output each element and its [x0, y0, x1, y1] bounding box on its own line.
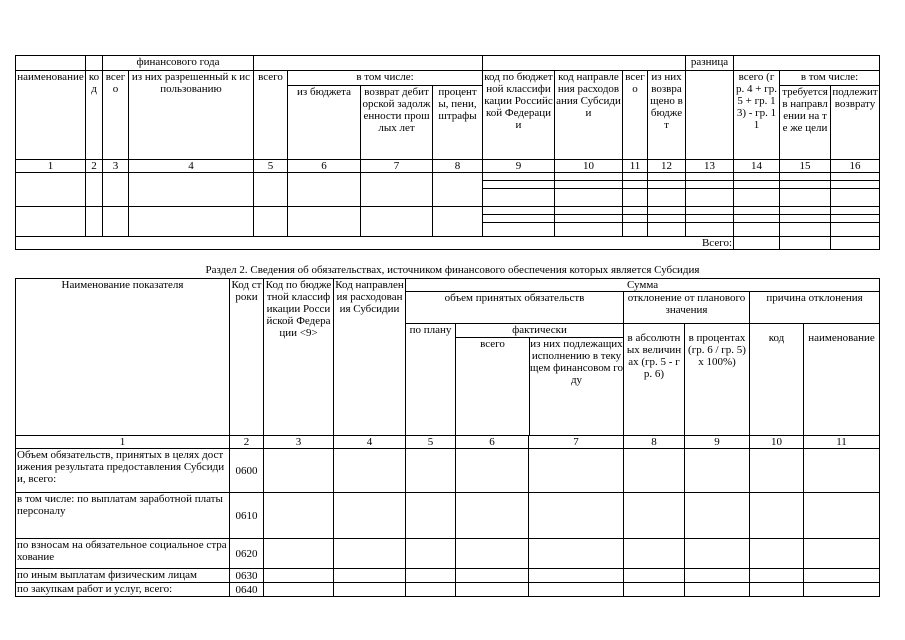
row-code: 0600 — [230, 449, 264, 493]
table-cell[interactable] — [624, 449, 685, 493]
table-cell[interactable] — [804, 539, 880, 569]
col-header-total-3: всего — [623, 71, 648, 160]
table-cell[interactable] — [686, 215, 734, 223]
table-cell[interactable] — [804, 583, 880, 597]
table-cell[interactable] — [264, 493, 334, 539]
table-cell[interactable] — [456, 539, 529, 569]
table-cell[interactable] — [288, 173, 361, 207]
table-cell[interactable] — [804, 493, 880, 539]
table-cell[interactable] — [456, 569, 529, 583]
col-number: 12 — [648, 160, 686, 173]
table-cell[interactable] — [86, 207, 103, 237]
table-cell[interactable] — [334, 583, 406, 597]
table-cell[interactable] — [750, 493, 804, 539]
row-code: 0630 — [230, 569, 264, 583]
col-number: 3 — [103, 160, 129, 173]
table-row — [16, 583, 880, 597]
col-header-total-2: всего — [254, 71, 288, 160]
col-number: 15 — [780, 160, 831, 173]
table-cell[interactable] — [406, 539, 456, 569]
table-cell[interactable] — [406, 449, 456, 493]
table-cell[interactable] — [129, 207, 254, 237]
row-name: по закупкам работ и услуг, всего: — [16, 583, 230, 597]
col-number: 6 — [456, 436, 529, 449]
table-cell[interactable] — [529, 569, 624, 583]
col-header-to-return: подлежит возврату — [831, 86, 880, 160]
table-cell[interactable] — [734, 181, 780, 189]
financial-year-label: финансового года — [103, 56, 254, 71]
table-cell[interactable] — [831, 223, 880, 237]
table-cell[interactable] — [555, 207, 623, 215]
table-cell[interactable] — [406, 583, 456, 597]
col-header-budget-code: код по бюджетной классификации Российской Федерации — [483, 71, 555, 160]
table-cell[interactable] — [623, 181, 648, 189]
table-cell[interactable] — [264, 539, 334, 569]
table-cell[interactable] — [750, 569, 804, 583]
table-cell[interactable] — [623, 207, 648, 215]
table-section-2 — [15, 278, 880, 597]
col-number: 1 — [16, 436, 230, 449]
total-label: Всего: — [16, 237, 734, 250]
table-cell[interactable] — [686, 207, 734, 215]
table-row — [16, 569, 880, 583]
table-cell[interactable] — [780, 189, 831, 207]
col-header-reason: причина отклонения — [750, 292, 880, 324]
table-cell[interactable] — [686, 223, 734, 237]
col-header-penalties: проценты, пени, штрафы — [433, 86, 483, 160]
row-code: 0640 — [230, 583, 264, 597]
col-number: 4 — [129, 160, 254, 173]
table-cell[interactable] — [483, 181, 555, 189]
table-cell[interactable] — [780, 223, 831, 237]
col-number: 7 — [361, 160, 433, 173]
table-cell[interactable] — [623, 173, 648, 181]
table-cell[interactable] — [685, 493, 750, 539]
col-header-indicator: Наименование показателя — [16, 279, 230, 436]
col-header-code: код — [86, 71, 103, 160]
table-cell[interactable] — [734, 173, 780, 181]
col-number: 6 — [288, 160, 361, 173]
table-cell[interactable] — [334, 449, 406, 493]
table-cell[interactable] — [129, 173, 254, 207]
col-header-reason-code: код — [750, 324, 804, 436]
table-row — [16, 449, 880, 493]
col-number: 8 — [624, 436, 685, 449]
table-cell[interactable] — [529, 539, 624, 569]
col-header-name: наименование — [16, 71, 86, 160]
section-2-title: Раздел 2. Сведения об обязательствах, источником финансового обеспечения которых является Субсидия — [205, 264, 700, 276]
table-cell[interactable] — [456, 493, 529, 539]
col-header-actual-total: всего — [456, 338, 530, 435]
row-name: по взносам на обязательное социальное страхование — [16, 539, 230, 569]
table-cell[interactable] — [254, 173, 288, 207]
table-cell[interactable] — [780, 173, 831, 181]
table-cell[interactable] — [685, 583, 750, 597]
table-cell[interactable] — [483, 207, 555, 215]
total-cell[interactable] — [734, 237, 780, 250]
table-section-1 — [15, 55, 880, 250]
table-cell[interactable] — [750, 539, 804, 569]
table-cell[interactable] — [483, 215, 555, 223]
col-number: 1 — [16, 160, 86, 173]
table-cell[interactable] — [750, 583, 804, 597]
col-number: 8 — [433, 160, 483, 173]
col-header-row-code: Код строки — [230, 279, 264, 436]
table-cell[interactable] — [334, 493, 406, 539]
table-cell[interactable] — [361, 207, 433, 237]
table-cell[interactable] — [804, 449, 880, 493]
col-header-debt-return: возврат дебиторской задолженности прошлых лет — [361, 86, 433, 160]
col-number: 11 — [804, 436, 880, 449]
table-cell[interactable] — [16, 207, 86, 237]
col-number: 13 — [686, 160, 734, 173]
table-cell[interactable] — [780, 215, 831, 223]
col-number: 10 — [750, 436, 804, 449]
col-header-total: всего — [103, 71, 129, 160]
col-number: 14 — [734, 160, 780, 173]
table-cell[interactable] — [483, 223, 555, 237]
col-number: 2 — [86, 160, 103, 173]
table-cell[interactable] — [555, 189, 623, 207]
table-cell[interactable] — [624, 583, 685, 597]
col-header-in-total-2: в том числе: — [780, 71, 880, 86]
table-cell[interactable] — [555, 223, 623, 237]
row-name: Объем обязательств, принятых в целях достижения результата предоставления Субсидии, всего: — [16, 449, 230, 493]
table-cell[interactable] — [780, 181, 831, 189]
col-number: 7 — [529, 436, 624, 449]
table-cell[interactable] — [623, 189, 648, 207]
col-header-percent: в процентах (гр. 6 / гр. 5) x 100%) — [685, 324, 750, 436]
table-cell[interactable] — [831, 207, 880, 215]
col-header-sum: Сумма — [406, 279, 880, 292]
table-cell[interactable] — [86, 173, 103, 207]
col-number: 5 — [406, 436, 456, 449]
col-header-plan: по плану — [406, 324, 456, 436]
table-cell[interactable] — [804, 569, 880, 583]
col-header-actual: фактически — [456, 324, 623, 338]
table-cell[interactable] — [456, 449, 529, 493]
table-cell[interactable] — [624, 493, 685, 539]
table-cell[interactable] — [334, 539, 406, 569]
total-cell[interactable] — [780, 237, 831, 250]
table-cell[interactable] — [648, 215, 686, 223]
table-row — [16, 493, 880, 539]
table-cell[interactable] — [624, 539, 685, 569]
table-cell[interactable] — [334, 569, 406, 583]
table-cell[interactable] — [648, 189, 686, 207]
col-header-returned: из них возвращено в бюджет — [648, 71, 686, 160]
table-cell[interactable] — [624, 569, 685, 583]
table-cell[interactable] — [433, 207, 483, 237]
table-cell[interactable] — [555, 173, 623, 181]
col-header-deviation: отклонение от планового значения — [624, 292, 750, 324]
col-header-in-total: в том числе: — [288, 71, 483, 86]
table-cell[interactable] — [16, 173, 86, 207]
table-cell[interactable] — [686, 181, 734, 189]
total-cell[interactable] — [831, 237, 880, 250]
table-cell[interactable] — [264, 569, 334, 583]
table-cell[interactable] — [264, 449, 334, 493]
table-cell[interactable] — [685, 539, 750, 569]
col-number: 4 — [334, 436, 406, 449]
table-cell[interactable] — [750, 449, 804, 493]
row-code: 0610 — [230, 493, 264, 539]
table-cell[interactable] — [529, 493, 624, 539]
col-number: 10 — [555, 160, 623, 173]
col-header-budget-code: Код по бюджетной классификации Российской Федерации <9> — [264, 279, 334, 436]
col-header-current-year: из них подлежащих исполнению в текущем финансовом году — [530, 338, 623, 386]
table-cell[interactable] — [686, 189, 734, 207]
table-cell[interactable] — [734, 189, 780, 207]
table-cell[interactable] — [483, 189, 555, 207]
table-cell[interactable] — [433, 173, 483, 207]
col-header-allowed: из них разрешенный к использованию — [129, 71, 254, 160]
col-number: 5 — [254, 160, 288, 173]
table-cell[interactable] — [623, 215, 648, 223]
table-cell[interactable] — [529, 583, 624, 597]
table-cell[interactable] — [529, 449, 624, 493]
col-number: 16 — [831, 160, 880, 173]
table-cell[interactable] — [734, 215, 780, 223]
table-cell[interactable] — [361, 173, 433, 207]
col-number: 2 — [230, 436, 264, 449]
table-cell[interactable] — [456, 583, 529, 597]
row-code: 0620 — [230, 539, 264, 569]
col-header-absolute: в абсолютных величинах (гр. 5 - гр. 6) — [624, 324, 685, 436]
table-cell[interactable] — [686, 173, 734, 181]
table-cell[interactable] — [648, 223, 686, 237]
table-cell[interactable] — [831, 181, 880, 189]
table-cell[interactable] — [555, 181, 623, 189]
col-header-direction-code: код направления расходования Субсидии — [555, 71, 623, 160]
table-cell[interactable] — [831, 189, 880, 207]
table-cell[interactable] — [555, 215, 623, 223]
col-header-reason-name: наименование — [804, 324, 880, 436]
table-cell[interactable] — [648, 181, 686, 189]
col-header-from-budget: из бюджета — [288, 86, 361, 160]
table-cell[interactable] — [623, 223, 648, 237]
row-name: по иным выплатам физическим лицам — [16, 569, 230, 583]
col-header-total-4: всего (гр. 4 + гр. 5 + гр. 13) - гр. 11 — [734, 71, 780, 160]
table-cell[interactable] — [831, 215, 880, 223]
table-cell[interactable] — [103, 207, 129, 237]
col-number: 9 — [685, 436, 750, 449]
col-header-direction-code: Код направления расходования Субсидии — [334, 279, 406, 436]
col-number: 9 — [483, 160, 555, 173]
difference-label: разница — [686, 56, 734, 71]
table-cell[interactable] — [254, 207, 288, 237]
table-cell[interactable] — [406, 569, 456, 583]
table-cell[interactable] — [264, 583, 334, 597]
table-cell[interactable] — [103, 173, 129, 207]
table-cell[interactable] — [483, 173, 555, 181]
table-cell[interactable] — [406, 493, 456, 539]
table-cell[interactable] — [648, 207, 686, 215]
table-cell[interactable] — [734, 223, 780, 237]
table-cell[interactable] — [831, 173, 880, 181]
col-header-same-purpose: требуется в направлении на те же цели — [780, 86, 831, 160]
col-number: 3 — [264, 436, 334, 449]
row-name: в том числе: по выплатам заработной платы персоналу — [16, 493, 230, 539]
table-cell[interactable] — [685, 449, 750, 493]
table-cell[interactable] — [288, 207, 361, 237]
table-cell[interactable] — [685, 569, 750, 583]
table-cell[interactable] — [648, 173, 686, 181]
table-cell[interactable] — [734, 207, 780, 215]
col-header-accepted: объем принятых обязательств — [406, 292, 624, 324]
col-number: 11 — [623, 160, 648, 173]
table-cell[interactable] — [780, 207, 831, 215]
table-row — [16, 539, 880, 569]
